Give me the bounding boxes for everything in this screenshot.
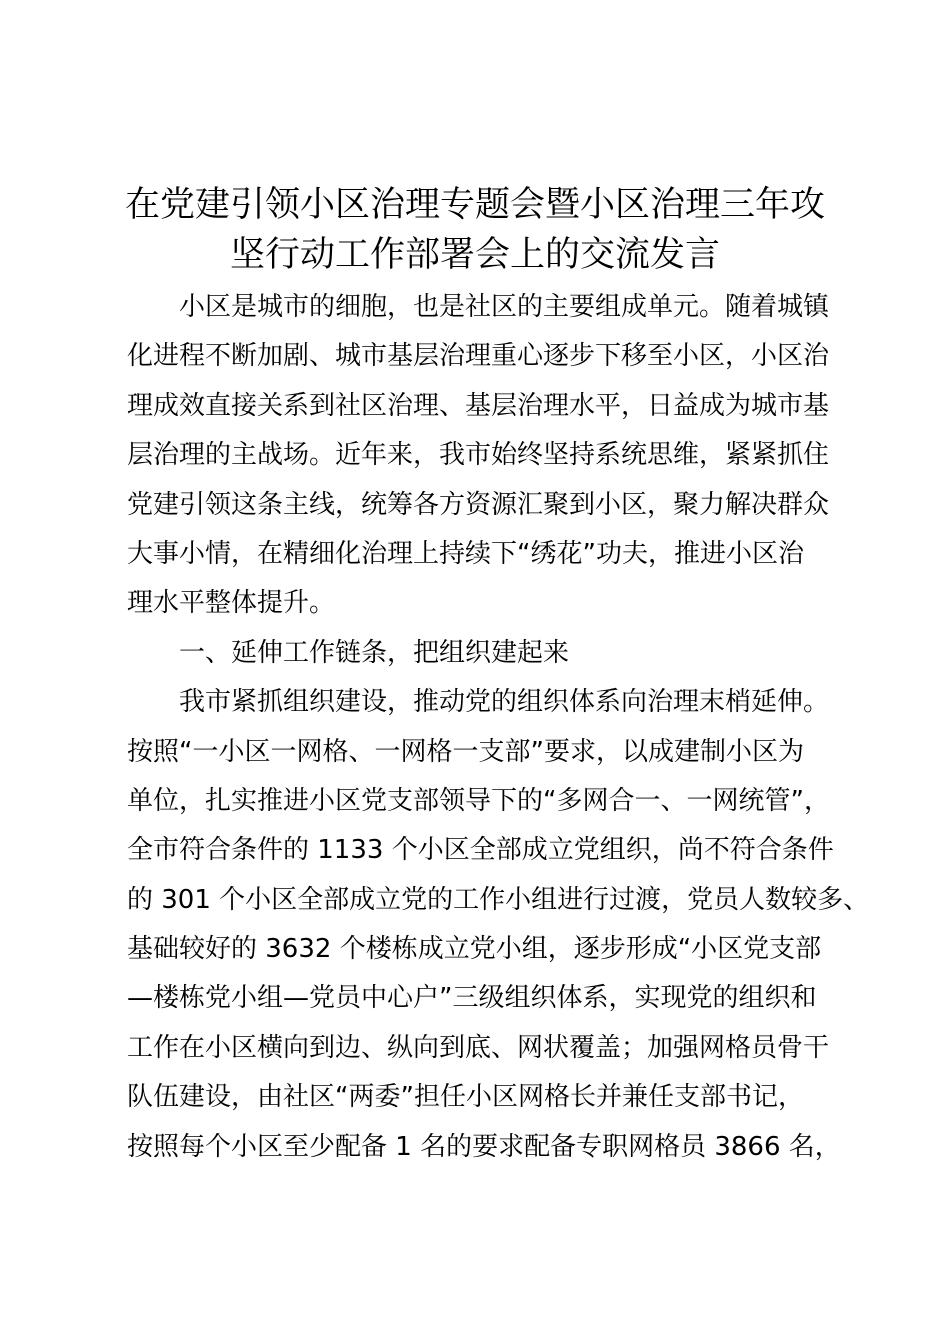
paragraph-line: 小区是城市的细胞，也是社区的主要组成单元。随着城镇 — [179, 292, 830, 322]
paragraph-line: 的 301 个小区全部成立党的工作小组进行过渡，党员人数较多、 — [127, 884, 870, 915]
paragraph-line: 大事小情，在精细化治理上持续下“绣花”功夫，推进小区治 — [127, 538, 804, 569]
paragraph-line: 理成效直接关系到社区治理、基层治理水平，日益成为城市基 — [127, 390, 830, 421]
section-heading: 一、延伸工作链条，把组织建起来 — [179, 637, 570, 668]
paragraph-line: 党建引领这条主线，统筹各方资源汇聚到小区，聚力解决群众 — [127, 489, 830, 520]
paragraph-line: 工作在小区横向到边、纵向到底、网状覆盖；加强网格员骨干 — [127, 1032, 830, 1063]
paragraph-line: 化进程不断加剧、城市基层治理重心逐步下移至小区，小区治 — [127, 341, 830, 372]
paragraph-line: —楼栋党小组—党员中心户”三级组织体系，实现党的组织和 — [127, 983, 817, 1014]
paragraph-line: 基础较好的 3632 个楼栋成立党小组，逐步形成“小区党支部 — [127, 934, 822, 965]
document-body — [127, 283, 870, 1172]
paragraph-line: 按照每个小区至少配备 1 名的要求配备专职网格员 3866 名， — [127, 1131, 841, 1162]
title-line-2: 坚行动工作部署会上的交流发言 — [229, 235, 720, 275]
paragraph-intro — [127, 283, 847, 629]
paragraph-section-1 — [127, 678, 870, 1172]
title-line-1: 在党建引领小区治理专题会暨小区治理三年攻 — [124, 185, 825, 225]
paragraph-line: 我市紧抓组织建设，推动党的组织体系向治理末梢延伸。 — [179, 687, 830, 718]
paragraph-line: 按照“一小区一网格、一网格一支部”要求，以成建制小区为 — [127, 736, 804, 767]
paragraph-line: 层治理的主战场。近年来，我市始终坚持系统思维，紧紧抓住 — [127, 440, 830, 471]
paragraph-line: 理水平整体提升。 — [127, 588, 336, 619]
paragraph-line: 全市符合条件的 1133 个小区全部成立党组织，尚不符合条件 — [127, 835, 834, 866]
paragraph-line: 队伍建设，由社区“两委”担任小区网格长并兼任支部书记， — [127, 1082, 804, 1113]
paragraph-line: 单位，扎实推进小区党支部领导下的“多网合一、一网统管”， — [127, 785, 830, 816]
document-title — [60, 180, 890, 280]
